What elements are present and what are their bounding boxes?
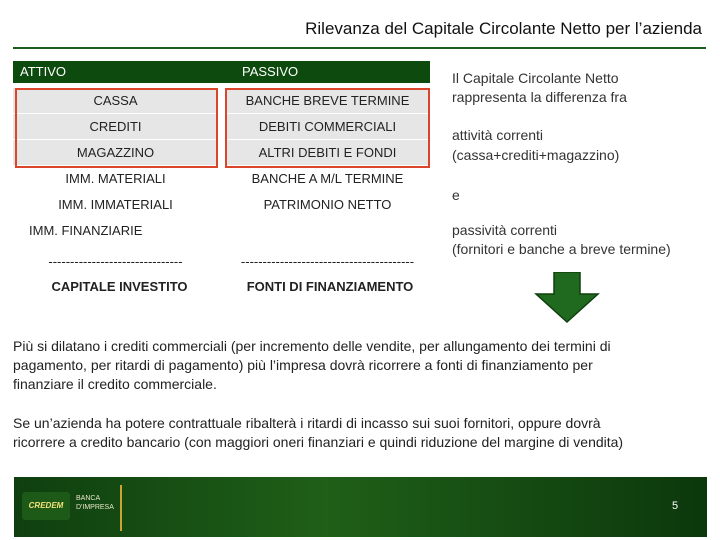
passivo-item-banche-ml: BANCHE A M/L TERMINE — [225, 166, 430, 192]
credem-logo: CREDEM — [22, 492, 70, 520]
side-text-7: (fornitori e banche a breve termine) — [452, 241, 671, 257]
passivo-total: FONTI DI FINANZIAMENTO — [246, 279, 414, 294]
attivo-highlight-box — [15, 88, 218, 168]
attivo-item-imm-finanziarie: IMM. FINANZIARIE — [13, 218, 218, 244]
passivo-item-altri-debiti: ALTRI DEBITI E FONDI — [225, 140, 430, 166]
footer-band — [14, 477, 707, 537]
passivo-item-patrimonio: PATRIMONIO NETTO — [225, 192, 430, 218]
page-title: Rilevanza del Capitale Circolante Netto per l’azienda — [305, 19, 702, 38]
down-arrow-icon — [532, 272, 602, 324]
title-rule — [13, 47, 706, 49]
attivo-item-imm-materiali: IMM. MATERIALI — [13, 166, 218, 192]
passivo-item-banche-breve: BANCHE BREVE TERMINE — [225, 88, 430, 114]
side-text-3: attività correnti — [452, 127, 544, 143]
side-text-2: rappresenta la differenza fra — [452, 89, 627, 105]
attivo-header: ATTIVO — [20, 64, 66, 79]
attivo-item-magazzino: MAGAZZINO — [13, 140, 218, 166]
paragraph-1-line-3: finanziare il credito commerciale. — [13, 376, 217, 392]
attivo-total: CAPITALE INVESTITO — [51, 279, 188, 294]
banca-impresa-logo-line-1: BANCA — [76, 495, 101, 502]
page-number: 5 — [672, 500, 679, 512]
attivo-item-imm-immateriali: IMM. IMMATERIALI — [13, 192, 218, 218]
footer-divider — [120, 485, 122, 531]
side-text-4: (cassa+crediti+magazzino) — [452, 147, 620, 163]
attivo-separator: ------------------------------- — [48, 254, 183, 269]
side-text-6: passività correnti — [452, 222, 558, 238]
passivo-item-debiti-commerciali: DEBITI COMMERCIALI — [225, 114, 430, 140]
paragraph-2-line-2: ricorrere a credito bancario (con maggiori oneri finanziari e quindi riduzione del margine di vendita) — [13, 434, 624, 450]
side-text-5: e — [452, 187, 460, 203]
attivo-item-cassa: CASSA — [13, 88, 218, 114]
passivo-highlight-box — [225, 88, 430, 168]
attivo-item-crediti: CREDITI — [13, 114, 218, 140]
side-text-1: Il Capitale Circolante Netto — [452, 70, 619, 86]
paragraph-1-line-1: Più si dilatano i crediti commerciali (per incremento delle vendite, per allungamento dei termini di — [13, 338, 611, 354]
banca-impresa-logo — [76, 494, 116, 520]
passivo-header: PASSIVO — [242, 64, 299, 79]
paragraph-1-line-2: pagamento, per ritardi di pagamento) più l’impresa dovrà ricorrere a fonti di finanziamento per — [13, 357, 593, 373]
banca-impresa-logo-line-2: D'IMPRESA — [76, 504, 114, 511]
passivo-separator: ---------------------------------------- — [240, 254, 415, 269]
paragraph-2-line-1: Se un’azienda ha potere contrattuale ribalterà i ritardi di incasso sui suoi fornitori, oppure dovrà — [13, 415, 601, 431]
table-header-bar — [13, 61, 430, 83]
